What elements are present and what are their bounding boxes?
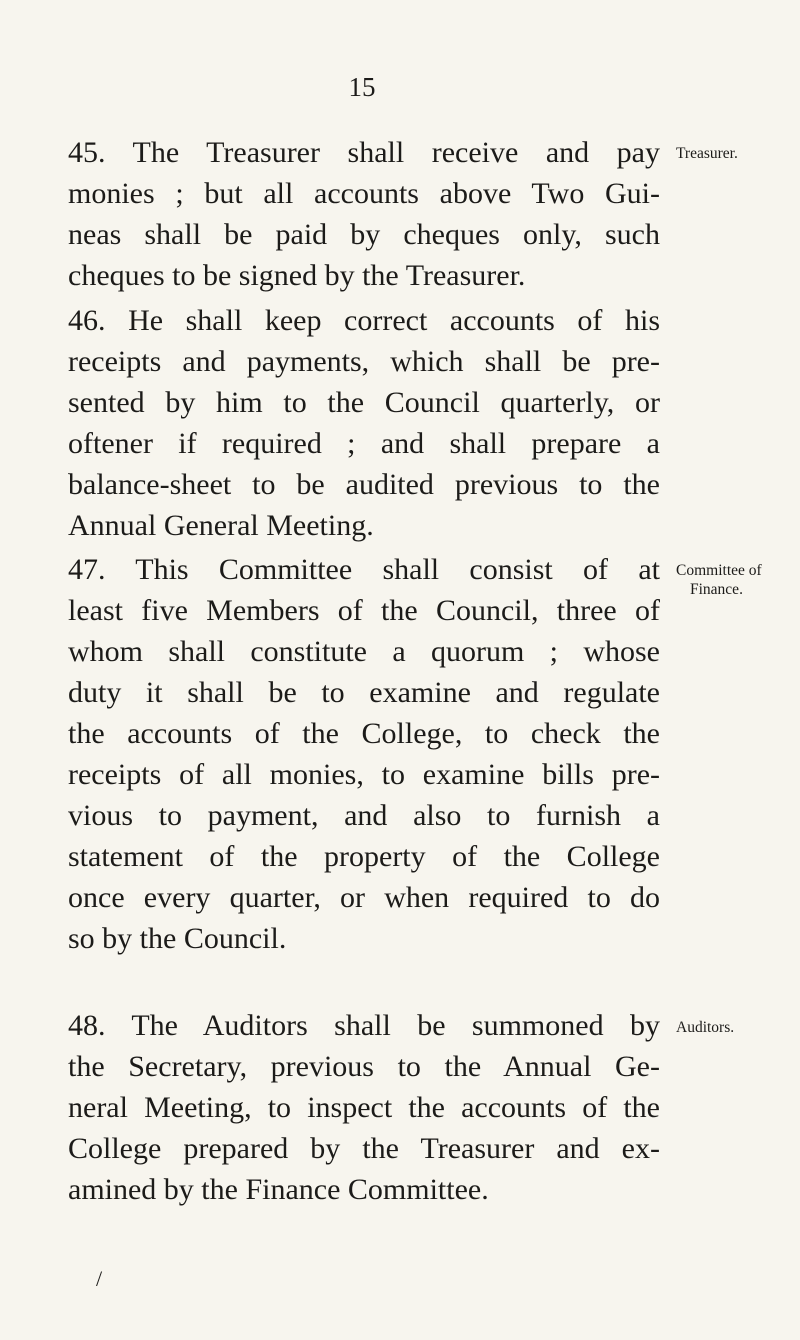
clause-line: 48. The Auditors shall be summoned by	[68, 1009, 660, 1042]
clause-line: receipts of all monies, to examine bills pre-	[68, 758, 660, 791]
sidenote-line: Finance.	[690, 581, 743, 598]
clause-line: neas shall be paid by cheques only, such	[68, 218, 660, 251]
clause-line: the accounts of the College, to check the	[68, 717, 660, 750]
sidenote-committee-of-finance	[676, 561, 762, 599]
clause-46	[68, 300, 660, 546]
sidenote-treasurer	[676, 144, 738, 163]
clause-line: once every quarter, or when required to do	[68, 881, 660, 914]
clause-line: Annual General Meeting.	[68, 509, 374, 542]
clause-line: receipts and payments, which shall be pre-	[68, 345, 660, 378]
clause-line: neral Meeting, to inspect the accounts of the	[68, 1091, 660, 1124]
clause-line: College prepared by the Treasurer and ex-	[68, 1132, 660, 1165]
clause-line: 47. This Committee shall consist of at	[68, 553, 660, 586]
sidenote-line: Auditors.	[676, 1019, 735, 1036]
page-number: 15	[348, 72, 376, 102]
clause-line: the Secretary, previous to the Annual Ge-	[68, 1050, 660, 1083]
clause-line: whom shall constitute a quorum ; whose	[68, 635, 660, 668]
clause-line: monies ; but all accounts above Two Gui-	[68, 177, 660, 210]
clause-47	[68, 549, 660, 959]
clause-line: statement of the property of the College	[68, 840, 660, 873]
clause-line: vious to payment, and also to furnish a	[68, 799, 660, 832]
clause-line: oftener if required ; and shall prepare a	[68, 427, 660, 460]
clause-line: 45. The Treasurer shall receive and pay	[68, 136, 660, 169]
clause-line: so by the Council.	[68, 922, 287, 955]
clause-line: least five Members of the Council, three of	[68, 594, 660, 627]
sidenote-line: Committee of	[676, 562, 762, 579]
clause-line: cheques to be signed by the Treasurer.	[68, 259, 526, 292]
clause-line: amined by the Finance Committee.	[68, 1173, 489, 1206]
clause-48	[68, 1005, 660, 1210]
sidenote-auditors	[676, 1018, 734, 1037]
clause-45	[68, 132, 660, 296]
clause-line: 46. He shall keep correct accounts of his	[68, 304, 660, 337]
sidenote-line: Treasurer.	[676, 145, 738, 162]
clause-line: balance-sheet to be audited previous to the	[68, 468, 660, 501]
footer-mark: /	[96, 1266, 103, 1291]
clause-line: duty it shall be to examine and regulate	[68, 676, 660, 709]
clause-line: sented by him to the Council quarterly, or	[68, 386, 660, 419]
